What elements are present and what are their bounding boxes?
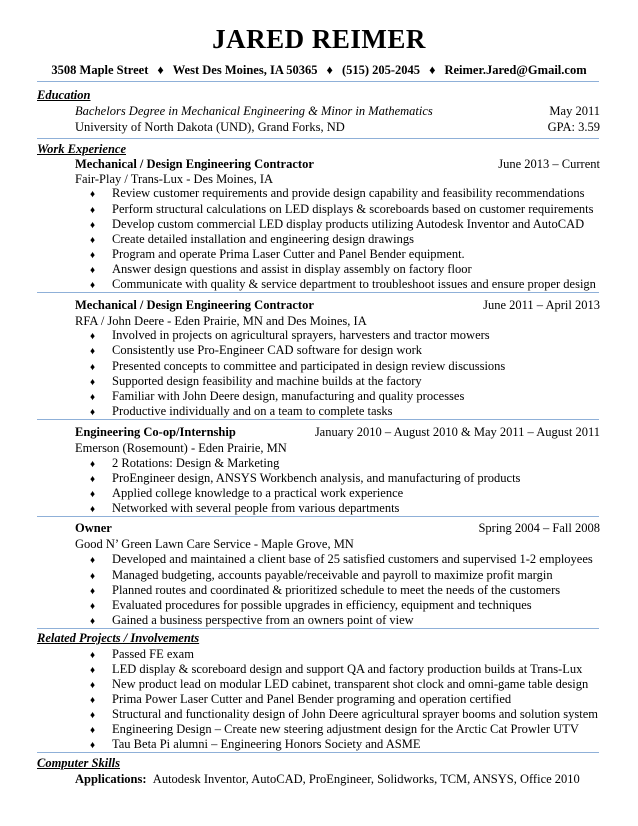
bullet-item: ♦ Consistently use Pro-Engineer CAD software for design work <box>90 342 422 358</box>
skills-value: Autodesk Inventor, AutoCAD, ProEngineer, Solidworks, TCM, ANSYS, Office 2010 <box>152 772 580 786</box>
section-heading-work: Work Experience <box>37 142 126 156</box>
job-header <box>75 424 600 440</box>
diamond-bullet-icon: ♦ <box>90 504 96 515</box>
skills-label: Applications: <box>75 772 147 786</box>
divider <box>37 81 599 82</box>
bullet-item: ♦ 2 Rotations: Design & Marketing <box>90 455 279 471</box>
job-title: Mechanical / Design Engineering Contractor <box>75 298 314 312</box>
diamond-bullet-icon: ♦ <box>90 459 96 470</box>
degree-line <box>75 103 600 119</box>
diamond-bullet-icon: ♦ <box>90 377 96 388</box>
diamond-bullet-icon: ♦ <box>90 250 96 261</box>
bullet-item: ♦ LED display & scoreboard design and support QA and factory production builds at Trans-Lux <box>90 661 582 677</box>
diamond-bullet-icon: ♦ <box>90 189 96 200</box>
diamond-bullet-icon: ♦ <box>90 725 96 736</box>
diamond-bullet-icon: ♦ <box>90 235 96 246</box>
email[interactable]: Reimer.Jared@Gmail.com <box>444 63 587 77</box>
skills-line <box>75 771 600 787</box>
bullet-item: ♦ Prima Power Laser Cutter and Panel Bender programing and operation certified <box>90 691 511 707</box>
diamond-bullet-icon: ♦ <box>90 601 96 612</box>
school: University of North Dakota (UND), Grand Forks, ND <box>75 120 345 134</box>
bullet-item: ♦ Program and operate Prima Laser Cutter and Panel Bender equipment. <box>90 246 465 262</box>
diamond-bullet-icon: ♦ <box>90 650 96 661</box>
bullet-item: ♦ Familiar with John Deere design, manufacturing and quality processes <box>90 388 464 404</box>
section-heading-skills: Computer Skills <box>37 756 121 770</box>
diamond-bullet-icon: ♦ <box>90 474 96 485</box>
section-heading-projects: Related Projects / Involvements <box>37 631 200 645</box>
diamond-bullet-icon: ♦ <box>90 489 96 500</box>
bullet-item: ♦ Managed budgeting, accounts payable/receivable and payroll to maximize profit margin <box>90 567 553 583</box>
bullet-item: ♦ Perform structural calculations on LED displays & scoreboards based on customer requirements <box>90 201 593 217</box>
job-title: Engineering Co-op/Internship <box>75 425 236 439</box>
job-company: RFA / John Deere - Eden Prairie, MN and Des Moines, IA <box>75 314 367 328</box>
diamond-separator-icon: ♦ <box>157 63 164 77</box>
diamond-bullet-icon: ♦ <box>90 710 96 721</box>
candidate-name: JARED REIMER <box>212 24 426 54</box>
bullet-item: ♦ Presented concepts to committee and participated in design review discussions <box>90 358 505 374</box>
bullet-item: ♦ Evaluated procedures for possible upgrades in efficiency, equipment and techniques <box>90 597 532 613</box>
bullet-item: ♦ Networked with several people from various departments <box>90 500 399 516</box>
section-heading-education: Education <box>37 88 91 102</box>
job-dates: Spring 2004 – Fall 2008 <box>478 521 600 535</box>
bullet-item: ♦ Planned routes and coordinated & prioritized schedule to meet the needs of the customers <box>90 582 560 598</box>
bullet-item: ♦ Productive individually and on a team to complete tasks <box>90 403 393 419</box>
diamond-bullet-icon: ♦ <box>90 205 96 216</box>
diamond-bullet-icon: ♦ <box>90 616 96 627</box>
diamond-bullet-icon: ♦ <box>90 665 96 676</box>
contact-line <box>0 63 638 78</box>
divider <box>37 628 599 629</box>
diamond-bullet-icon: ♦ <box>90 680 96 691</box>
bullet-item: ♦ Tau Beta Pi alumni – Engineering Honors Society and ASME <box>90 736 420 752</box>
diamond-bullet-icon: ♦ <box>90 265 96 276</box>
job-header <box>75 520 600 536</box>
diamond-bullet-icon: ♦ <box>90 280 96 291</box>
job-company: Good N’ Green Lawn Care Service - Maple Grove, MN <box>75 537 354 551</box>
job-title: Mechanical / Design Engineering Contractor <box>75 157 314 171</box>
job-title: Owner <box>75 521 112 535</box>
degree: Bachelors Degree in Mechanical Engineering & Minor in Mathematics <box>75 104 433 118</box>
diamond-bullet-icon: ♦ <box>90 220 96 231</box>
job-header <box>75 297 600 313</box>
bullet-item: ♦ ProEngineer design, ANSYS Workbench analysis, and manufacturing of products <box>90 470 520 486</box>
divider <box>37 138 599 139</box>
phone: (515) 205-2045 <box>341 63 421 77</box>
diamond-bullet-icon: ♦ <box>90 346 96 357</box>
bullet-item: ♦ Supported design feasibility and machine builds at the factory <box>90 373 422 389</box>
diamond-bullet-icon: ♦ <box>90 407 96 418</box>
job-dates: June 2013 – Current <box>498 157 600 171</box>
job-company: Fair-Play / Trans-Lux - Des Moines, IA <box>75 172 274 186</box>
diamond-bullet-icon: ♦ <box>90 586 96 597</box>
address: 3508 Maple Street <box>51 63 149 77</box>
diamond-bullet-icon: ♦ <box>90 392 96 403</box>
diamond-bullet-icon: ♦ <box>90 571 96 582</box>
bullet-item: ♦ Answer design questions and assist in display assembly on factory floor <box>90 261 472 277</box>
bullet-item: ♦ Passed FE exam <box>90 646 194 662</box>
divider <box>37 292 599 293</box>
bullet-item: ♦ Review customer requirements and provide design capability and feasibility recommendations <box>90 185 584 201</box>
diamond-bullet-icon: ♦ <box>90 695 96 706</box>
bullet-item: ♦ New product lead on modular LED cabinet, transparent shot clock and omni-game table design <box>90 676 588 692</box>
job-dates: June 2011 – April 2013 <box>483 298 600 312</box>
divider <box>37 419 599 420</box>
bullet-item: ♦ Communicate with quality & service department to troubleshoot issues and ensure proper design <box>90 276 596 292</box>
bullet-item: ♦ Create detailed installation and engineering design drawings <box>90 231 414 247</box>
bullet-item: ♦ Gained a business perspective from an owners point of view <box>90 612 414 628</box>
diamond-separator-icon: ♦ <box>326 63 333 77</box>
job-header <box>75 156 600 172</box>
bullet-item: ♦ Structural and functionality design of John Deere agricultural sprayer booms and solution system <box>90 706 598 722</box>
gpa: GPA: 3.59 <box>547 120 600 134</box>
school-line <box>75 119 600 135</box>
bullet-item: ♦ Developed and maintained a client base of 25 satisfied customers and supervised 1-2 employees <box>90 551 593 567</box>
diamond-bullet-icon: ♦ <box>90 362 96 373</box>
divider <box>37 752 599 753</box>
bullet-item: ♦ Develop custom commercial LED display products utilizing Autodesk Inventor and AutoCAD <box>90 216 584 232</box>
bullet-item: ♦ Applied college knowledge to a practical work experience <box>90 485 403 501</box>
diamond-bullet-icon: ♦ <box>90 555 96 566</box>
job-company: Emerson (Rosemount) - Eden Prairie, MN <box>75 441 287 455</box>
job-dates: January 2010 – August 2010 & May 2011 – August 2011 <box>314 425 600 439</box>
bullet-item: ♦ Involved in projects on agricultural sprayers, harvesters and tractor mowers <box>90 327 490 343</box>
graduation-date: May 2011 <box>549 104 600 118</box>
diamond-separator-icon: ♦ <box>429 63 436 77</box>
bullet-item: ♦ Engineering Design – Create new steering adjustment design for the Arctic Cat Prowler UTV <box>90 721 579 737</box>
diamond-bullet-icon: ♦ <box>90 331 96 342</box>
divider <box>37 516 599 517</box>
city: West Des Moines, IA 50365 <box>172 63 318 77</box>
diamond-bullet-icon: ♦ <box>90 740 96 751</box>
